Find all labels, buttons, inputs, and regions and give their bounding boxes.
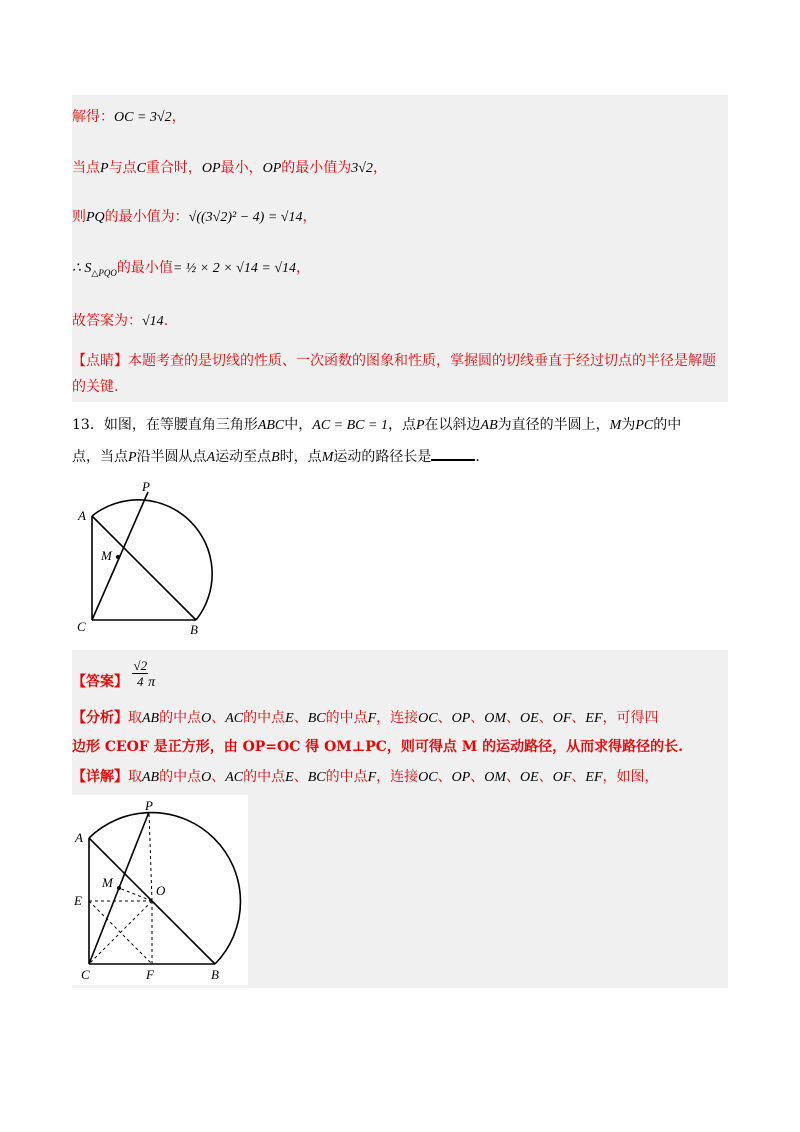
- point-M: [117, 886, 121, 890]
- analysis-line-2: 边形 CEOF 是正方形，由 OP=OC 得 OM⊥PC，则可得点 M 的运动路径，从而求得路径的长.: [72, 739, 684, 755]
- label-C: C: [77, 619, 86, 634]
- comment-line-1: 【点睛】本题考查的是切线的性质、一次函数的图象和性质，掌握圆的切线垂直于经过切点的半径是解题: [72, 353, 716, 369]
- label-A: A: [75, 830, 83, 845]
- label-M: M: [101, 548, 112, 563]
- answer-blank: [431, 445, 475, 461]
- problem-figure: [70, 478, 230, 638]
- solution-line-2: 当点P与点C重合时，OP最小，OP的最小值为3√2，: [72, 160, 387, 176]
- label-O: O: [156, 883, 166, 898]
- label-F: F: [146, 967, 154, 982]
- label-M: M: [102, 875, 113, 890]
- label-P: P: [145, 798, 153, 813]
- analysis-line-1: 【分析】取AB的中点O、AC的中点E、BC的中点F，连接OC、OP、OM、OE、OF、EF，可得四: [72, 710, 659, 726]
- solution-line-4: ∴ $S_{\triangle PQO}$的最小值= ½ × 2 × √14 = √14，: [72, 260, 310, 278]
- label-P: P: [142, 479, 150, 494]
- problem-line-2: 点，当点P沿半圆从点A运动至点B时，点M运动的路径长是 .: [72, 445, 480, 468]
- comment-line-2: 的关键.: [72, 379, 119, 395]
- answer-line: 【答案】 $\frac{√2}{4}$ π: [72, 658, 156, 690]
- label-A: A: [78, 508, 86, 523]
- detail-line: 【详解】取AB的中点O、AC的中点E、BC的中点F，连接OC、OP、OM、OE、OF、EF，如图，: [72, 769, 659, 785]
- problem-line-1: 13．如图，在等腰直角三角形ABC中，AC = BC = 1，点P在以斜边AB为直径的半圆上，M为PC的中: [72, 417, 682, 433]
- solution-line-1: 解得：OC = 3√2，: [72, 109, 186, 125]
- label-E: E: [74, 893, 82, 908]
- detail-figure: [72, 795, 248, 985]
- segment-OP: [149, 812, 152, 901]
- point-M: [116, 555, 120, 559]
- segment-AB: [92, 516, 196, 620]
- segment-OM: [119, 888, 152, 901]
- solution-line-5: 故答案为：√14.: [72, 313, 169, 329]
- solution-line-3: 则PQ的最小值为：√((3√2)² − 4) = √14，: [72, 209, 317, 225]
- label-B: B: [211, 967, 219, 982]
- answer-fraction: $\frac{√2}{4}$: [133, 658, 148, 689]
- label-B: B: [190, 622, 198, 637]
- label-C: C: [81, 967, 90, 982]
